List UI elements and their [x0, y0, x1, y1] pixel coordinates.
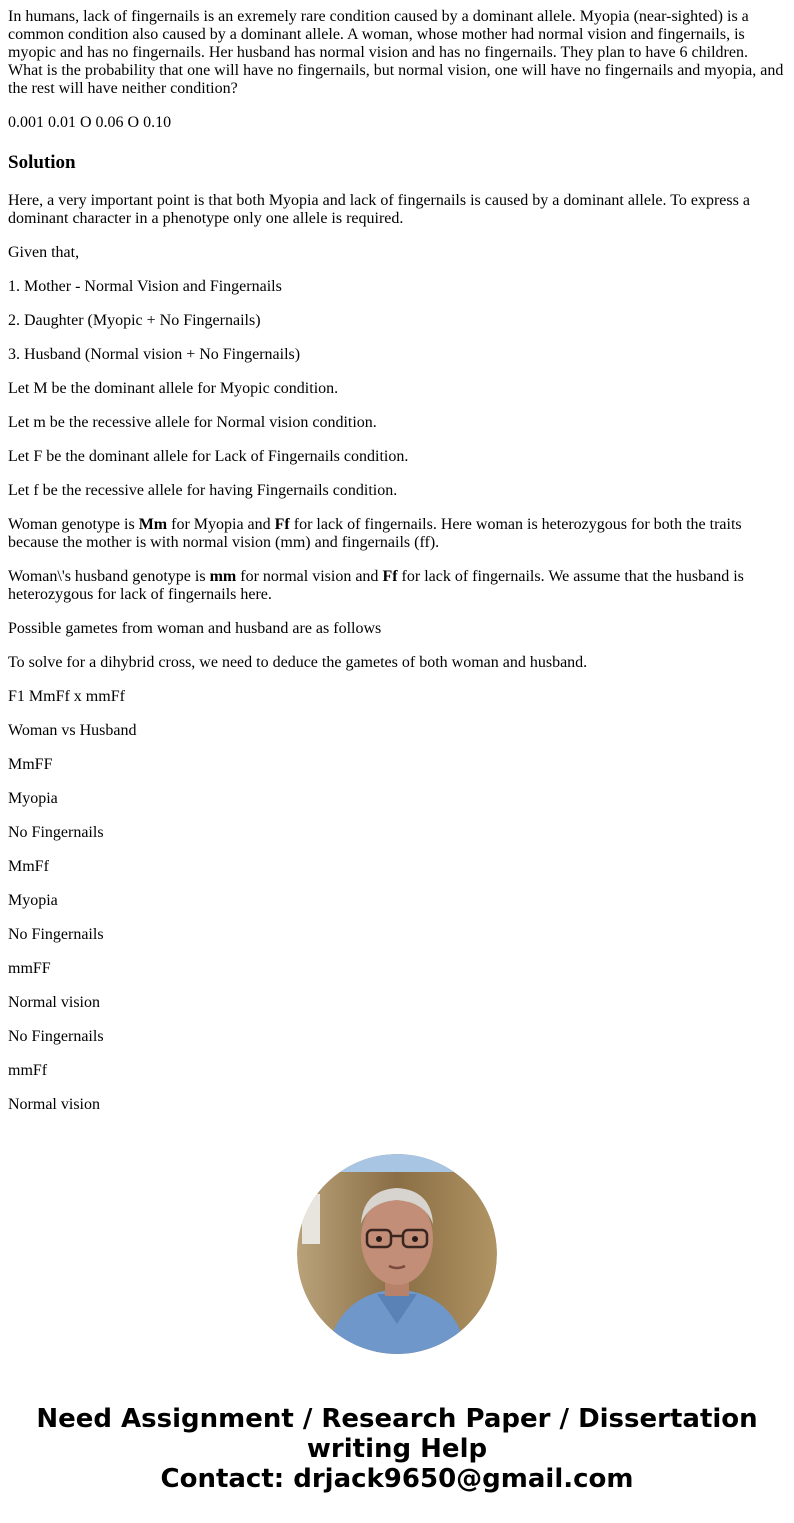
table-row: No Fingernails	[8, 926, 104, 943]
table-row: MmFf	[8, 858, 49, 875]
avatar-container	[0, 1154, 794, 1354]
versus-text: Woman vs Husband	[8, 722, 137, 739]
allele-F: Let F be the dominant allele for Lack of Fingernails condition.	[8, 448, 409, 465]
genotype-bold: Ff	[382, 568, 398, 585]
table-row: Normal vision	[8, 1096, 100, 1113]
table-row: mmFf	[8, 1062, 48, 1079]
text-span: Woman\'s husband genotype is	[8, 568, 210, 585]
table-row: mmFF	[8, 960, 51, 977]
given-label: Given that,	[8, 244, 80, 261]
list-item-mother: 1. Mother - Normal Vision and Fingernails	[8, 278, 282, 295]
allele-f: Let f be the recessive allele for having Fingernails condition.	[8, 482, 398, 499]
question-text: In humans, lack of fingernails is an exremely rare condition caused by a dominant allele. Myopia (near-sighted) is a common condition also caused by a dominant allele. A woman, whose mother had normal vision and fingernails, is myopic and has no fingernails. Her husband has normal vision and has no fingernails. They plan to have 6 children. What is the probability that one will have no fingernails, but normal vision, one will have no fingernails and myopia, and the rest will have neither condition?	[8, 8, 784, 97]
list-item-daughter: 2. Daughter (Myopic + No Fingernails)	[8, 312, 261, 329]
genotype-bold: Mm	[138, 516, 168, 533]
solution-intro: Here, a very important point is that both Myopia and lack of fingernails is caused by a dominant allele. To express a dominant character in a phenotype only one allele is required.	[8, 192, 750, 227]
text-span: Woman genotype is	[8, 516, 139, 533]
cross-text: F1 MmFf x mmFf	[8, 688, 125, 705]
answer-options: 0.001 0.01 O 0.06 O 0.10	[8, 114, 172, 131]
text-span: for Myopia and	[167, 516, 275, 533]
allele-m: Let m be the recessive allele for Normal vision condition.	[8, 414, 377, 431]
promo-line-1: Need Assignment / Research Paper / Dissertation	[36, 1404, 758, 1434]
gametes-text: Possible gametes from woman and husband are as follows	[8, 620, 382, 637]
promo-line-2: writing Help	[306, 1434, 488, 1464]
allele-M: Let M be the dominant allele for Myopic condition.	[8, 380, 339, 397]
promo-contact: Contact: drjack9650@gmail.com	[160, 1464, 634, 1494]
table-row: No Fingernails	[8, 1028, 104, 1045]
table-row: No Fingernails	[8, 824, 104, 841]
text-span: for lack of fingernails. We assume that the husband is heterozygous for lack of fingernails here.	[8, 568, 744, 603]
list-item-husband: 3. Husband (Normal vision + No Fingernails)	[8, 346, 301, 363]
husband-genotype-paragraph	[8, 568, 786, 604]
genotype-bold: mm	[209, 568, 237, 585]
text-span: for normal vision and	[236, 568, 383, 585]
dihybrid-text: To solve for a dihybrid cross, we need to deduce the gametes of both woman and husband.	[8, 654, 588, 671]
genotype-bold: Ff	[274, 516, 290, 533]
promo-banner	[0, 1404, 794, 1494]
table-row: Myopia	[8, 790, 58, 807]
solution-heading: Solution	[8, 152, 76, 173]
table-row: MmFF	[8, 756, 53, 773]
tutor-avatar	[297, 1154, 497, 1354]
table-row: Myopia	[8, 892, 58, 909]
woman-genotype-paragraph	[8, 516, 786, 552]
text-span: for lack of fingernails. Here woman is heterozygous for both the traits because the mother is with normal vision (mm) and fingernails (ff).	[8, 516, 742, 551]
table-row: Normal vision	[8, 994, 100, 1011]
